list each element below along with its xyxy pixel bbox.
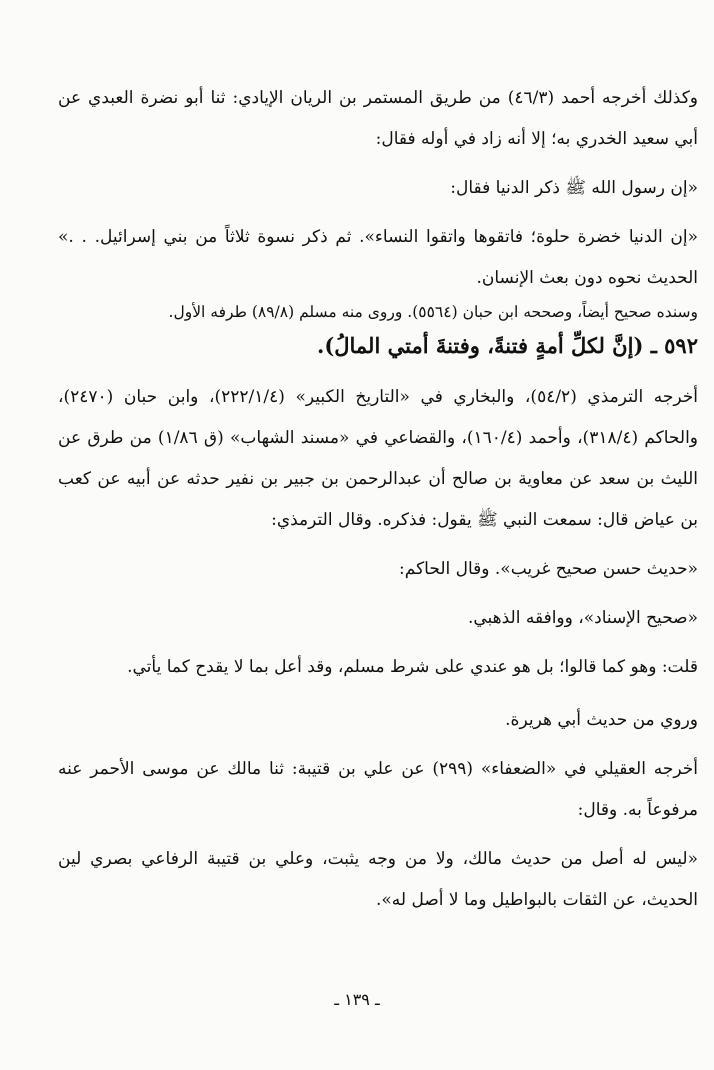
paragraph-ahmad-takhrij: وكذلك أخرجه أحمد (٤٦/٣) من طريق المستمر بن الريان الإيادي: ثنا أبو نضرة العبدي عن أبي سعيد الخدري به؛ إلا أنه زاد في أوله فقال: [58, 88, 699, 149]
paragraph-uqayli-takhrij: أخرجه العقيلي في «الضعفاء» (٢٩٩) عن علي بن قتيبة: ثنا مالك عن موسى الأحمر عنه مرفوعاً به. وقال: [58, 759, 698, 820]
paragraph-hakim-grading: «صحيح الإسناد»، ووافقه الذهبي. [467, 608, 698, 628]
paragraph-tirmidhi-takhrij: أخرجه الترمذي (٥٤/٢)، والبخاري في «التاريخ الكبير» (٢٢٢/١/٤)، وابن حبان (٢٤٧٠)، والحاكم (٣١٨/٤)، وأحمد (١٦٠/٤)، والقضاعي في «مسند الشهاب» (ق ١/٨٦) من طرق عن الليث بن سعد عن معاوية بن صالح أن عبدالرحمن بن جبير بن نفير حدثه عن أبيه عن كعب بن عياض قال: سمعت النبي ﷺ يقول: فذكره. وقال الترمذي: [58, 387, 699, 530]
page-body [58, 78, 698, 921]
paragraph-isnad-note: وسنده صحيح أيضاً، وصححه ابن حبان (٥٥٦٤). وروى منه مسلم (٨٩/٨) طرفه الأول. [168, 303, 698, 321]
page-number: ـ ١٣٩ ـ [334, 990, 380, 1009]
hadith-heading-592: ٥٩٢ ـ (إنَّ لكلِّ أمةٍ فتنةً، وفتنةَ أمتي المالُ). [317, 333, 698, 358]
paragraph-uqayli-quote: «ليس له أصل من حديث مالك، ولا من وجه يثبت، وعلي بن قتيبة الرفاعي بصري لين الحديث، عن الثقات بالبواطيل وما لا أصل له». [58, 849, 698, 910]
paragraph-tirmidhi-grading: «حديث حسن صحيح غريب». وقال الحاكم: [399, 559, 698, 579]
paragraph-hadith-intro: «إن رسول الله ﷺ ذكر الدنيا فقال: [450, 178, 698, 198]
paragraph-author-comment: قلت: وهو كما قالوا؛ بل هو عندي على شرط مسلم، وقد أعل بما لا يقدح كما يأتي. [127, 657, 698, 677]
paragraph-abu-hurayra: وروي من حديث أبي هريرة. [505, 710, 698, 730]
paragraph-hadith-text: «إن الدنيا خضرة حلوة؛ فاتقوها واتقوا النساء». ثم ذكر نسوة ثلاثاً من بني إسرائيل. . .» الحديث نحوه دون بعث الإنسان. [58, 227, 698, 288]
